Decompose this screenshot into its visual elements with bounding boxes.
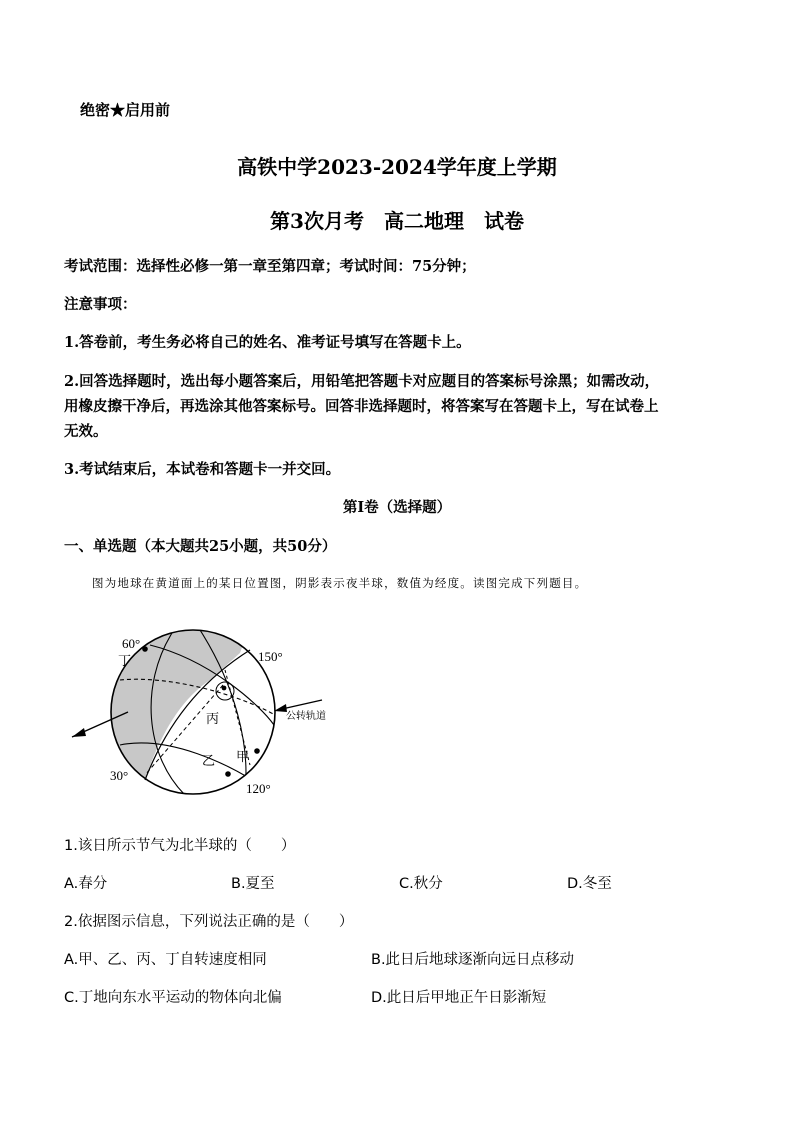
label-jia: 甲: [236, 750, 250, 765]
point-yi: [225, 771, 231, 777]
label-ding: 丁: [118, 654, 132, 669]
part-heading: 一、单选题（本大题共25小题，共50分）: [64, 538, 337, 555]
notes-heading: 注意事项：: [64, 296, 137, 313]
question-2-option-c[interactable]: C.丁地向东水平运动的物体向北偏: [64, 990, 282, 1006]
point-jia: [254, 748, 260, 754]
note-2-line-3: 无效。: [64, 423, 108, 440]
exam-scope: 考试范围：选择性必修一第一章至第四章；考试时间：75分钟；: [64, 258, 476, 275]
label-bing: 丙: [206, 712, 220, 727]
confidential-mark: 绝密★启用前: [80, 101, 171, 119]
question-intro: 图为地球在黄道面上的某日位置图，阴影表示夜半球，数值为经度。读图完成下列题目。: [92, 576, 588, 590]
question-2-option-a[interactable]: A.甲、乙、丙、丁自转速度相同: [64, 952, 267, 968]
label-lon-30: 30°: [110, 768, 129, 783]
sunlight-arrow-head: [72, 728, 86, 737]
volume-heading: 第I卷（选择题）: [342, 499, 452, 516]
label-lon-120: 120°: [246, 781, 271, 796]
note-2-line-1: 2.回答选择题时，选出每小题答案后，用铅笔把答题卡对应题目的答案标号涂黑；如需改动，: [64, 373, 660, 390]
question-1-option-a[interactable]: A.春分: [64, 876, 108, 892]
question-2-option-d[interactable]: D.此日后甲地正午日影渐短: [371, 990, 547, 1006]
pole-circle: [216, 682, 234, 700]
question-1-option-b[interactable]: B.夏至: [231, 876, 275, 892]
orbit-arrow-line: [282, 700, 322, 709]
question-2-stem: 2.依据图示信息，下列说法正确的是（ ）: [64, 914, 354, 930]
page-title: 高铁中学2023-2024学年度上学期: [237, 155, 557, 179]
note-2-line-2: 用橡皮擦干净后，再选涂其他答案标号。回答非选择题时，将答案写在答题卡上，写在试卷上: [64, 398, 659, 415]
label-lon-150: 150°: [258, 649, 283, 664]
note-1: 1.答卷前，考生务必将自己的姓名、准考证号填写在答题卡上。: [64, 334, 471, 351]
label-yi: 乙: [202, 754, 216, 769]
earth-orbit-figure: [60, 615, 360, 810]
question-1-stem: 1.该日所示节气为北半球的（ ）: [64, 838, 296, 854]
label-orbit: 公转轨道: [286, 711, 326, 722]
point-bing: [222, 686, 227, 691]
page-subtitle: 第3次月考 高二地理 试卷: [270, 209, 524, 233]
question-1-option-d[interactable]: D.冬至: [567, 876, 612, 892]
point-ding: [142, 646, 148, 652]
question-2-option-b[interactable]: B.此日后地球逐渐向远日点移动: [371, 952, 575, 968]
question-1-option-c[interactable]: C.秋分: [399, 876, 443, 892]
label-lon-60: 60°: [122, 636, 141, 651]
note-3: 3.考试结束后，本试卷和答题卡一并交回。: [64, 461, 341, 478]
